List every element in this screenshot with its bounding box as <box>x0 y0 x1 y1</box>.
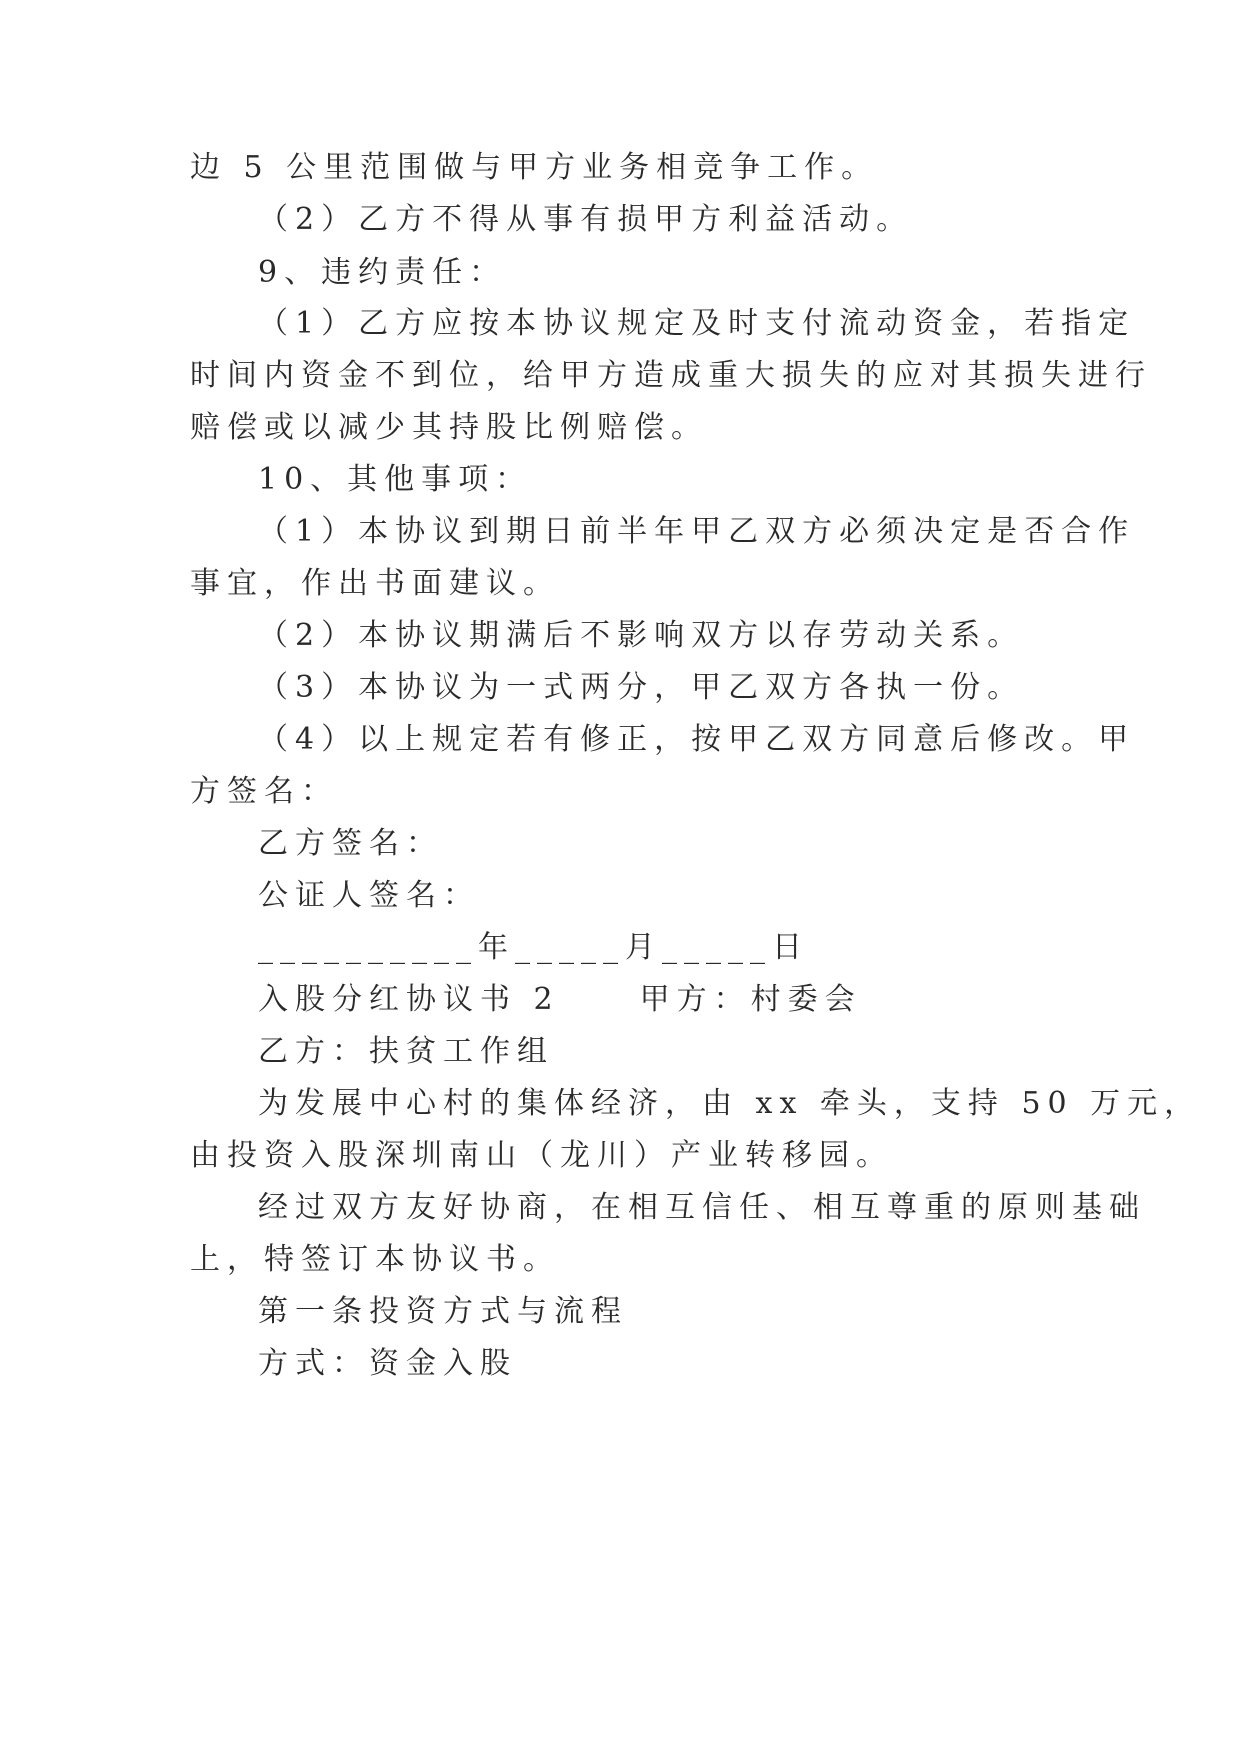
date-line: __________年_____月_____日 <box>258 930 809 965</box>
text-line: （2）乙方不得从事有损甲方利益活动。 <box>258 202 914 237</box>
text-line: 经过双方友好协商，在相互信任、相互尊重的原则基础 <box>258 1190 1146 1225</box>
text-line: （3）本协议为一式两分，甲乙双方各执一份。 <box>258 670 1025 705</box>
text-line: 上，特签订本协议书。 <box>190 1242 560 1277</box>
agreement-title: 入股分红协议书 2 <box>258 982 560 1017</box>
text-line: 边 5 公里范围做与甲方业务相竞争工作。 <box>190 150 879 185</box>
text-line: （1）本协议到期日前半年甲乙双方必须决定是否合作 <box>258 514 1136 549</box>
signature-line: 公证人签名： <box>258 878 480 913</box>
section-heading: 10、其他事项： <box>258 462 533 497</box>
text-line: 由投资入股深圳南山（龙川）产业转移园。 <box>190 1138 893 1173</box>
section-heading: 第一条投资方式与流程 <box>258 1294 628 1329</box>
text-line: 时间内资金不到位，给甲方造成重大损失的应对其损失进行 <box>190 358 1152 393</box>
party-a: 甲方：村委会 <box>639 982 862 1017</box>
text-line: 赔偿或以减少其持股比例赔偿。 <box>190 410 708 445</box>
agreement-title-row <box>258 978 1138 1022</box>
text-line: 方式：资金入股 <box>258 1346 517 1381</box>
text-line: （1）乙方应按本协议规定及时支付流动资金，若指定 <box>258 306 1136 341</box>
text-line: （4）以上规定若有修正，按甲乙双方同意后修改。甲 <box>258 722 1136 757</box>
signature-line: 乙方签名： <box>258 826 443 861</box>
section-heading: 9、违约责任： <box>258 255 507 290</box>
text-line: （2）本协议期满后不影响双方以存劳动关系。 <box>258 618 1025 653</box>
text-line: 为发展中心村的集体经济，由 xx 牵头，支持 50 万元， <box>258 1086 1202 1121</box>
text-line: 事宜，作出书面建议。 <box>190 566 560 601</box>
text-line: 方签名： <box>190 774 338 809</box>
party-b: 乙方：扶贫工作组 <box>258 1034 554 1069</box>
